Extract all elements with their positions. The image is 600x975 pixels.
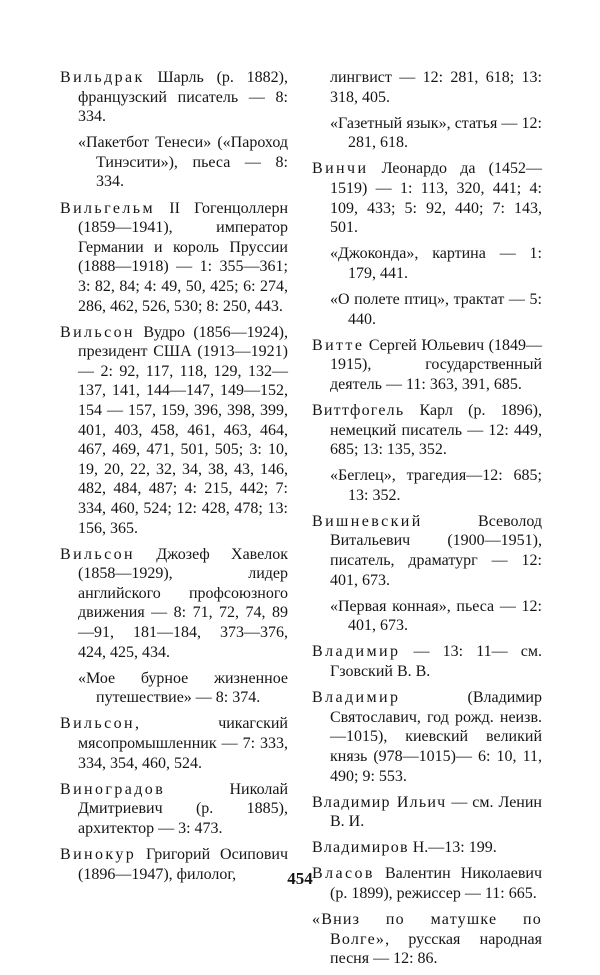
index-subentry <box>60 133 288 192</box>
entry-heading: Вильсон <box>60 545 135 563</box>
index-subentry <box>60 669 288 708</box>
entry-heading: Витте <box>312 336 365 354</box>
entry-text: Н.—13: 199. <box>408 839 497 857</box>
index-entry <box>60 199 288 317</box>
index-entry <box>312 512 542 590</box>
index-entry <box>60 68 288 127</box>
entry-heading: Власов <box>312 865 375 883</box>
entry-text: Карл (р. 1896), немецкий писатель — 12: 449, 685; 13: 135, 352. <box>330 401 542 459</box>
entry-text: , чикагский мясопромышленник — 7: 333, 334, 354, 460, 524. <box>78 715 288 772</box>
index-entry <box>312 793 542 832</box>
entry-text: Вудро (1856—1924), президент США (1913—1921) — 2: 92, 117, 118, 129, 132—137, 141, 144—147, 149—152, 154 — 157, 159, 396, 398, 399, 401, 403, 458, 461, 463, 464, 467, 469, 471, 501, 505; 3: 10, 19, 20, 22, 32, 34, 38, 43, 146, 482, 484, 487; 4: 215, 442; 7: 334, 460, 524; 12: 428, 478; 13: 156, 365. <box>78 323 288 537</box>
entry-text: Григорий Осипович (1896—1947), филолог, <box>78 845 288 883</box>
index-subentry <box>312 290 542 329</box>
index-subentry <box>312 466 542 505</box>
entry-text: Валентин Николаевич (р. 1899), режиссер — 11: 665. <box>330 865 542 902</box>
entry-heading: Винокур <box>60 845 137 863</box>
entry-text: «О полете птиц», трактат — 5: 440. <box>330 290 542 328</box>
index-entry <box>312 336 542 395</box>
entry-text: Всеволод Витальевич (1900—1951), писатель, драматург — 12: 401, 673. <box>330 512 542 589</box>
index-entry <box>312 159 542 237</box>
entry-text: «Мое бурное жизненное путешествие» — 8: 374. <box>78 669 288 707</box>
entry-text: «Джоконда», картина — 1: 179, 441. <box>330 245 542 282</box>
entry-heading: Вильдрак <box>60 69 145 86</box>
entry-text: Николай Дмитриевич (р. 1885), архитектор — 3: 473. <box>78 780 288 837</box>
index-entry <box>312 688 542 786</box>
entry-heading: «Вниз по матушке по Волге» <box>312 911 542 948</box>
page-number: 454 <box>287 869 313 888</box>
index-entry <box>60 714 288 773</box>
entry-text: «Пакетбот Тенеси» («Пароход Тинэсити»), пьеса — 8: 334. <box>78 134 288 191</box>
entry-heading: Владимир Ильич <box>312 793 447 811</box>
index-entry <box>312 910 542 969</box>
entry-heading: Владимир <box>312 643 401 661</box>
entry-text: «Беглец», трагедия—12: 685; 13: 352. <box>330 467 542 504</box>
right-column <box>312 68 542 975</box>
left-column <box>60 68 288 891</box>
entry-heading: Вильсон <box>60 323 135 341</box>
entry-heading: Виттфогель <box>312 401 405 419</box>
index-entry <box>60 545 288 663</box>
entry-heading: Вильгельм <box>60 199 155 217</box>
entry-text: — 13: 11— см. Гзовский В. В. <box>330 643 542 681</box>
index-entry <box>60 323 288 539</box>
entry-text: Джозеф Хавелок (1858—1929), лидер английского профсоюзного движения — 8: 71, 72, 74, 89—91, 181—184, 373—376, 424, 425, 434. <box>78 545 288 661</box>
entry-text: Сергей Юльевич (1849—1915), государственный деятель — 11: 363, 391, 685. <box>330 336 542 393</box>
entry-text: (Владимир Святославич, год рожд. неизв.—1015), киевский великий князь (978—1015)— 6: 10, 11, 490; 9: 553. <box>330 689 542 785</box>
entry-text: «Газетный язык», статья — 12: 281, 618. <box>330 114 542 152</box>
entry-heading: Вильсон <box>60 715 135 733</box>
entry-text: — см. Ленин В. И. <box>330 793 542 831</box>
index-subentry <box>312 597 542 636</box>
index-subentry <box>312 114 542 153</box>
entry-text: лингвист — 12: 281, 618; 13: 318, 405. <box>330 69 542 106</box>
index-subentry <box>312 244 542 283</box>
entry-text: Шарль (р. 1882), французский писатель — 8: 334. <box>78 69 288 126</box>
entry-heading: Вишневский <box>312 512 423 530</box>
index-entry-continuation <box>312 68 542 107</box>
entry-heading: Винчи <box>312 160 369 178</box>
entry-text: , русская народная песня — 12: 86. <box>330 930 542 968</box>
entry-heading: Виноградов <box>60 780 166 798</box>
entry-heading: Владимир <box>312 689 401 707</box>
entry-text: II Гогенцоллерн (1859—1941), император Германии и король Пруссии (1888—1918) — 1: 355—361; 3: 82, 84; 4: 49, 50, 425; 6: 274, 286, 462, 526, 530; 8: 250, 443. <box>78 199 288 315</box>
entry-text: «Первая конная», пьеса — 12: 401, 673. <box>330 597 542 635</box>
entry-text: Леонардо да (1452—1519) — 1: 113, 320, 441; 4: 109, 433; 5: 92, 440; 7: 143, 501. <box>330 160 542 237</box>
index-entry <box>312 642 542 681</box>
entry-heading: Владимиров <box>312 839 409 857</box>
index-entry <box>60 780 288 839</box>
index-entry <box>312 401 542 460</box>
index-entry <box>312 838 542 858</box>
